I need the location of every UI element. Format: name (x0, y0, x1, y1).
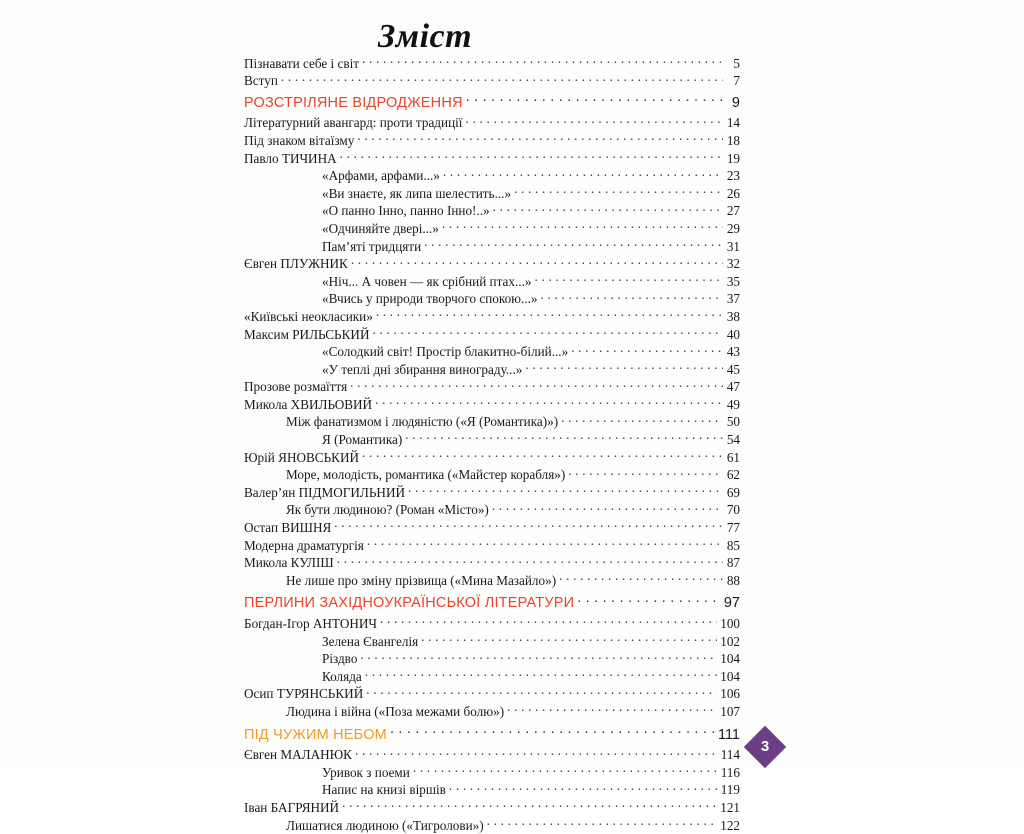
toc-entry-label: Напис на книзі віршів (322, 782, 446, 798)
dot-leader (351, 251, 723, 269)
toc-entry-label: «О панно Інно, панно Інно!..» (322, 203, 490, 219)
dot-leader (367, 532, 723, 550)
toc-entry[interactable] (244, 50, 740, 71)
toc-entry-label: Уривок з поеми (322, 764, 410, 780)
toc-entry-page: 37 (726, 291, 740, 307)
toc-entry-page: 9 (731, 94, 740, 111)
dot-leader (337, 550, 723, 568)
toc-entry-label: Між фанатизмом і людяністю («Я (Романтика)») (286, 414, 559, 430)
toc-entry-page: 54 (726, 432, 740, 448)
toc-entry-page: 50 (726, 414, 740, 430)
dot-leader (362, 444, 723, 462)
toc-entry-label: Літературний авангард: проти традиції (244, 115, 463, 131)
toc-entry[interactable] (244, 777, 740, 798)
dot-leader (360, 646, 717, 664)
toc-entry-page: 114 (720, 747, 740, 763)
toc-entry[interactable] (244, 610, 740, 631)
dot-leader (421, 628, 717, 646)
toc-entry-page: 23 (726, 168, 740, 184)
toc-entry-page: 100 (720, 616, 740, 631)
toc-entry-label: Модерна драматургія (244, 537, 364, 553)
toc-entry-label: РОЗСТРІЛЯНЕ ВІДРОДЖЕННЯ (244, 94, 463, 111)
toc-entry-page: 70 (726, 502, 740, 518)
dot-leader (350, 374, 723, 392)
dot-leader (408, 479, 723, 497)
dot-leader (380, 610, 717, 628)
toc-entry-page: 111 (717, 726, 740, 743)
toc-entry-page: 38 (726, 308, 740, 324)
toc-entry-page: 35 (726, 273, 740, 289)
dot-leader (559, 567, 723, 585)
dot-leader (525, 356, 723, 374)
toc-entry-page: 104 (720, 651, 740, 667)
toc-entry-label: Богдан-Ігор АНТОНИЧ (244, 616, 377, 631)
toc-entry-page: 119 (720, 782, 740, 798)
dot-leader (487, 812, 718, 830)
toc-entry-label: Лишатися людиною («Тигролови») (286, 817, 484, 833)
toc-entry-page: 43 (726, 344, 740, 360)
toc-section-heading[interactable] (244, 590, 740, 612)
toc-entry-label: Микола КУЛІШ (244, 555, 334, 571)
toc-entry-label: Як бути людиною? (Роман «Місто») (286, 502, 489, 518)
toc-entry-label: Море, молодість, романтика («Майстер корабля») (286, 467, 566, 483)
page-title: Зміст (378, 18, 473, 55)
toc-entry-label: «Ніч... А човен — як срібний птах...» (322, 273, 532, 289)
dot-leader (465, 110, 723, 128)
dot-leader (372, 321, 723, 339)
toc-entry-label: Остап ВИШНЯ (244, 520, 332, 536)
dot-leader (340, 145, 723, 163)
toc-entry-label: Пам’яті тридцяти (322, 238, 422, 254)
dot-leader (466, 89, 723, 107)
toc-entry-page: 104 (720, 668, 740, 684)
dot-leader (571, 339, 723, 357)
toc-entry-label: Валер’ян ПІДМОГИЛЬНИЙ (244, 484, 405, 500)
toc-entry-page: 69 (726, 484, 740, 500)
table-of-contents (244, 50, 740, 833)
dot-leader (362, 50, 723, 68)
toc-entry[interactable] (244, 180, 740, 201)
dot-leader (355, 742, 718, 760)
toc-entry-page: 40 (726, 326, 740, 342)
toc-entry-page: 77 (726, 520, 740, 536)
dot-leader (492, 497, 723, 515)
toc-entry[interactable] (244, 663, 740, 684)
toc-entry-page: 47 (726, 379, 740, 395)
toc-entry-label: Я (Романтика) (322, 432, 403, 448)
toc-entry-label: Осип ТУРЯНСЬКИЙ (244, 686, 364, 702)
toc-entry[interactable] (244, 444, 740, 465)
dot-leader (442, 215, 723, 233)
toc-entry-page: 85 (726, 537, 740, 553)
toc-entry-label: Зелена Євангелія (322, 633, 419, 649)
dot-leader (577, 590, 721, 608)
toc-entry-label: «Київські неокласики» (244, 308, 373, 324)
dot-leader (568, 462, 723, 480)
toc-entry-page: 49 (726, 396, 740, 412)
toc-entry[interactable] (244, 646, 740, 667)
toc-entry-label: Різдво (322, 651, 358, 667)
toc-entry-page: 106 (720, 686, 740, 702)
toc-entry[interactable] (244, 233, 740, 254)
toc-entry-page: 61 (726, 449, 740, 465)
toc-entry-label: «Арфами, арфами...» (322, 168, 440, 184)
toc-entry-page: 62 (726, 467, 740, 483)
toc-entry-page: 116 (720, 764, 740, 780)
toc-entry-label: «У теплі дні збирання винограду...» (322, 361, 523, 377)
toc-entry-page: 102 (720, 633, 740, 649)
toc-entry-label: Не лише про зміну прізвища («Мина Мазайло») (286, 572, 557, 588)
dot-leader (507, 698, 717, 716)
toc-entry-label: Іван БАГРЯНИЙ (244, 799, 340, 815)
dot-leader (534, 268, 723, 286)
dot-leader (334, 514, 723, 532)
toc-entry-label: «Вчись у природи творчого спокою...» (322, 291, 538, 307)
toc-entry-page: 87 (726, 555, 740, 571)
toc-entry-label: ПЕРЛИНИ ЗАХІДНОУКРАЇНСЬКОЇ ЛІТЕРАТУРИ (244, 595, 575, 612)
dot-leader (281, 68, 723, 86)
toc-entry-page: 121 (720, 799, 740, 815)
toc-entry-page: 5 (733, 55, 740, 71)
dot-leader (443, 163, 723, 181)
dot-leader (424, 233, 723, 251)
toc-entry-page: 45 (726, 361, 740, 377)
toc-entry[interactable] (244, 374, 740, 395)
toc-entry-page: 88 (726, 572, 740, 588)
toc-entry-page: 19 (726, 150, 740, 166)
toc-section-heading[interactable] (244, 89, 740, 111)
dot-leader (357, 127, 723, 145)
toc-entry-label: Євген МАЛАНЮК (244, 747, 352, 763)
toc-entry-page: 18 (726, 132, 740, 148)
toc-entry[interactable] (244, 215, 740, 236)
toc-entry-page: 27 (726, 203, 740, 219)
dot-leader (405, 426, 723, 444)
toc-section-heading[interactable] (244, 721, 740, 743)
dot-leader (375, 391, 723, 409)
toc-entry-label: «Одчиняйте двері...» (322, 220, 439, 236)
toc-entry-label: Павло ТИЧИНА (244, 150, 337, 166)
toc-entry-page: 29 (726, 220, 740, 236)
dot-leader (366, 681, 717, 699)
toc-entry[interactable] (244, 742, 740, 763)
toc-entry-page: 32 (726, 256, 740, 272)
toc-entry-label: Людина і війна («Поза межами болю») (286, 703, 505, 719)
dot-leader (376, 303, 723, 321)
toc-entry-label: Прозове розмаїття (244, 379, 348, 395)
toc-entry[interactable] (244, 198, 740, 219)
page-number: 3 (760, 738, 770, 755)
toc-entry-label: Під знаком вітаїзму (244, 132, 355, 148)
toc-entry-page: 7 (733, 73, 740, 89)
toc-entry[interactable] (244, 251, 740, 272)
dot-leader (514, 180, 723, 198)
toc-entry[interactable] (244, 794, 740, 815)
toc-entry-label: Вступ (244, 73, 278, 89)
toc-entry[interactable] (244, 110, 740, 131)
toc-entry-page: 31 (726, 238, 740, 254)
toc-entry-label: Максим РИЛЬСЬКИЙ (244, 326, 370, 342)
toc-entry-label: Євген ПЛУЖНИК (244, 256, 348, 272)
toc-entry[interactable] (244, 68, 740, 89)
dot-leader (541, 286, 723, 304)
toc-entry-label: «Солодкий світ! Простір блакитно-білий...» (322, 344, 569, 360)
toc-entry-page: 14 (726, 115, 740, 131)
toc-entry-label: Пізнавати себе і світ (244, 55, 360, 71)
toc-entry-label: Коляда (322, 668, 362, 684)
toc-entry-label: Юрій ЯНОВСЬКИЙ (244, 449, 360, 465)
dot-leader (449, 777, 718, 795)
toc-entry-label: Микола ХВИЛЬОВИЙ (244, 396, 373, 412)
dot-leader (342, 794, 717, 812)
toc-entry-label: ПІД ЧУЖИМ НЕБОМ (244, 726, 387, 743)
dot-leader (365, 663, 717, 681)
toc-entry[interactable] (244, 303, 740, 324)
dot-leader (493, 198, 723, 216)
toc-entry[interactable] (244, 681, 740, 702)
dot-leader (561, 409, 723, 427)
toc-entry-page: 107 (720, 703, 740, 719)
toc-entry-page: 122 (720, 817, 740, 833)
dot-leader (390, 721, 715, 739)
toc-entry-label: «Ви знаєте, як липа шелестить...» (322, 185, 512, 201)
toc-entry-page: 97 (723, 595, 740, 612)
toc-entry-page: 26 (726, 185, 740, 201)
